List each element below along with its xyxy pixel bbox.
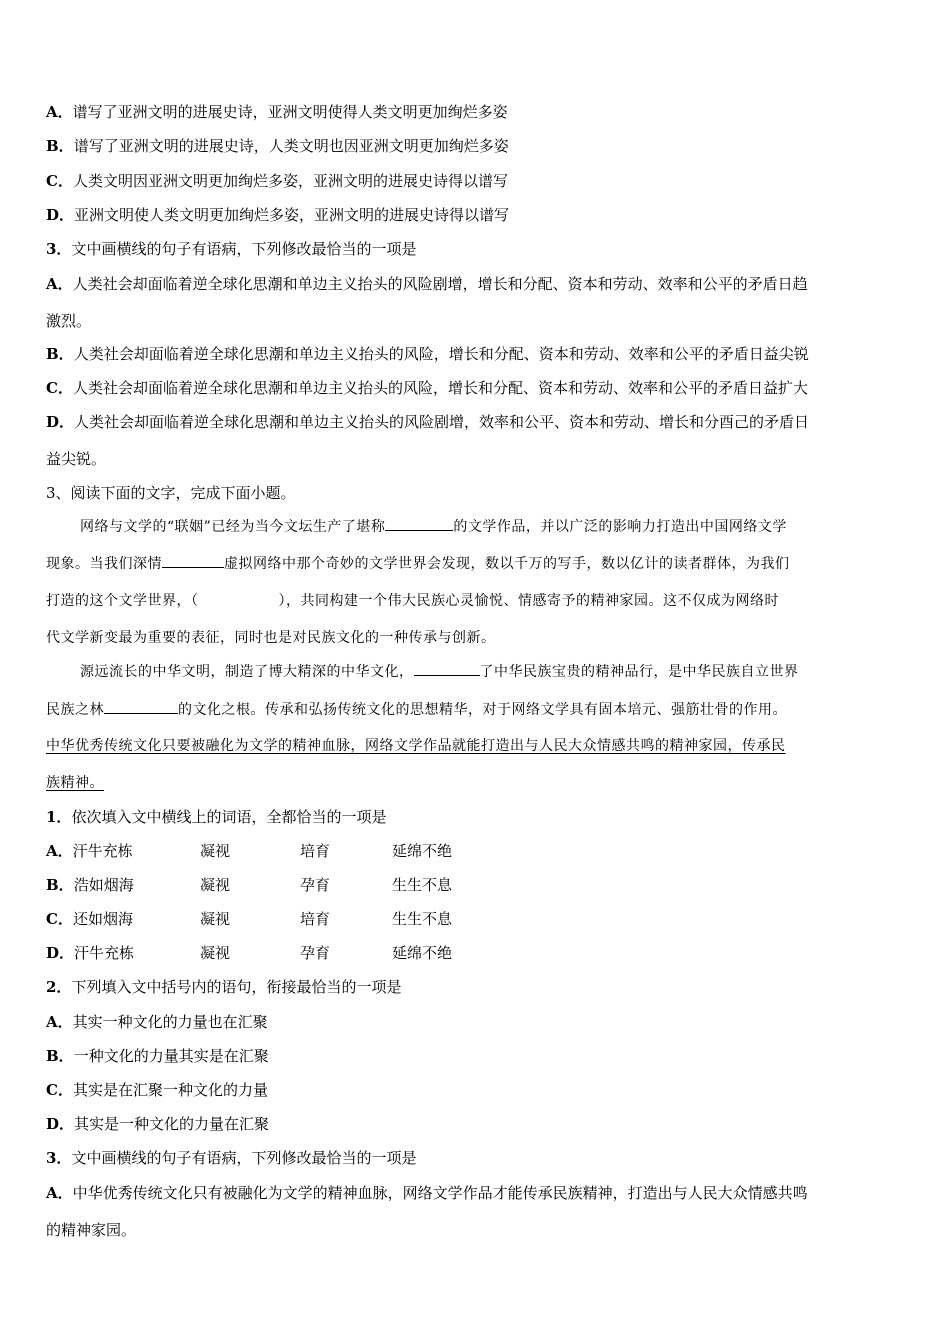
q3-option-d xyxy=(46,412,809,432)
option-word: 生生不息 xyxy=(392,910,453,928)
option-label: C． xyxy=(46,910,73,928)
option-a xyxy=(46,102,508,122)
passage-text: ），共同构建一个伟大民族心灵愉悦、情感寄予的精神家园。这不仅成为网络时 xyxy=(278,593,779,609)
option-label: D． xyxy=(46,206,75,224)
passage-line xyxy=(80,661,799,681)
question-3b-stem xyxy=(46,1148,416,1168)
question-number: 1． xyxy=(46,808,72,826)
option-text: 益尖锐。 xyxy=(46,450,107,468)
option-label: B． xyxy=(46,345,74,363)
option-word: 延绵不绝 xyxy=(392,944,453,962)
option-word: 汗牛充栋 xyxy=(72,842,133,860)
q1-option-d xyxy=(46,943,506,963)
question-2-stem xyxy=(46,977,401,997)
option-word: 凝视 xyxy=(200,876,231,894)
option-text: 激烈。 xyxy=(46,312,92,330)
option-text: 谱写了亚洲文明的进展史诗，亚洲文明使得人类文明更加绚烂多姿 xyxy=(72,103,508,121)
option-text: 人类文明因亚洲文明更加绚烂多姿，亚洲文明的进展史诗得以谱写 xyxy=(72,172,508,190)
q3-option-c xyxy=(46,378,808,398)
option-word: 孕育 xyxy=(300,944,331,962)
question-text: 下列填入文中括号内的语句，衔接最恰当的一项是 xyxy=(71,978,402,996)
option-word: 还如烟海 xyxy=(72,910,133,928)
passage-text: 网络与文学的“联姻”已经为当今文坛生产了堪称 xyxy=(80,519,386,535)
underlined-sentence: 中华优秀传统文化只要被融化为文学的精神血脉，网络文学作品就能打造出与人民大众情感共鸣的精神家园，传承民 xyxy=(46,738,786,754)
q2-option-a xyxy=(46,1012,268,1032)
passage-line xyxy=(46,699,787,719)
question-text: 文中画横线的句子有语病，下列修改最恰当的一项是 xyxy=(71,240,417,258)
passage-text: 了中华民族宝贵的精神品行，是中华民族自立世界 xyxy=(479,664,799,680)
option-word: 培育 xyxy=(300,910,331,928)
option-text: 中华优秀传统文化只有被融化为文学的精神血脉，网络文学作品才能传承民族精神，打造出与人民大众情感共鸣 xyxy=(72,1184,808,1202)
option-label: D． xyxy=(46,413,75,431)
fill-blank xyxy=(385,516,453,531)
question-3-stem xyxy=(46,239,416,259)
option-text: 其实一种文化的力量也在汇聚 xyxy=(72,1013,268,1031)
question-text: 依次填入文中横线上的词语，全都恰当的一项是 xyxy=(71,808,387,826)
option-text: 的精神家园。 xyxy=(46,1221,137,1239)
passage-line xyxy=(46,591,779,611)
underlined-sentence: 族精神。 xyxy=(46,775,104,791)
option-label: D． xyxy=(46,944,75,962)
passage-text: 的文学作品，并以广泛的影响力打造出中国网络文学 xyxy=(453,519,787,535)
option-word: 孕育 xyxy=(300,876,331,894)
passage-text: 民族之林 xyxy=(46,702,104,718)
question-number: 3． xyxy=(46,240,72,258)
q3-option-b xyxy=(46,344,809,364)
option-text: 其实是在汇聚一种文化的力量 xyxy=(72,1081,268,1099)
question-number: 2． xyxy=(46,978,72,996)
question-text: 文中画横线的句子有语病，下列修改最恰当的一项是 xyxy=(71,1149,417,1167)
option-word: 凝视 xyxy=(200,944,231,962)
option-label: A． xyxy=(46,275,73,293)
option-label: A． xyxy=(46,842,73,860)
option-word: 凝视 xyxy=(200,842,231,860)
option-word: 培育 xyxy=(300,842,331,860)
option-b xyxy=(46,136,509,156)
passage-line: 代文学新变最为重要的表征，同时也是对民族文化的一种传承与创新。 xyxy=(46,630,496,646)
q1-option-a xyxy=(46,841,506,861)
option-text: 人类社会却面临着逆全球化思潮和单边主义抬头的风险，增长和分配、资本和劳动、效率和公平的矛盾日益尖锐 xyxy=(73,345,809,363)
option-word: 浩如烟海 xyxy=(73,876,134,894)
option-label: A． xyxy=(46,1013,73,1031)
option-text: 人类社会却面临着逆全球化思潮和单边主义抬头的风险剧增，增长和分配、资本和劳动、效率和公平的矛盾日趋 xyxy=(72,275,808,293)
option-label: D． xyxy=(46,1115,75,1133)
option-label: B． xyxy=(46,876,74,894)
passage-text: 虚拟网络中那个奇妙的文学世界会发现，数以千万的写手，数以亿计的读者群体，为我们 xyxy=(224,556,790,572)
option-d xyxy=(46,205,509,225)
fill-blank xyxy=(104,699,178,714)
passage-line xyxy=(80,516,787,536)
option-label: B． xyxy=(46,1047,74,1065)
question-number: 3． xyxy=(46,1149,72,1167)
question-1-stem xyxy=(46,807,386,827)
fill-blank xyxy=(414,661,480,676)
q3-option-a xyxy=(46,274,808,294)
passage-text: 打造的这个文学世界，（ xyxy=(46,593,199,609)
q1-option-b xyxy=(46,875,506,895)
q2-option-b xyxy=(46,1046,269,1066)
option-word: 汗牛充栋 xyxy=(74,944,135,962)
option-text: 亚洲文明使人类文明更加绚烂多姿，亚洲文明的进展史诗得以谱写 xyxy=(74,206,510,224)
q2-option-d xyxy=(46,1114,269,1134)
option-text: 其实是一种文化的力量在汇聚 xyxy=(74,1115,270,1133)
fill-blank xyxy=(162,553,224,568)
option-text: 人类社会却面临着逆全球化思潮和单边主义抬头的风险，增长和分配、资本和劳动、效率和公平的矛盾日益扩大 xyxy=(72,379,808,397)
q1-option-c xyxy=(46,909,506,929)
option-label: C． xyxy=(46,1081,73,1099)
option-text: 一种文化的力量其实是在汇聚 xyxy=(73,1047,269,1065)
reading-intro: 3、阅读下面的文字，完成下面小题。 xyxy=(46,484,296,502)
q3b-option-a-cont xyxy=(46,1220,136,1240)
option-c xyxy=(46,171,508,191)
passage-line xyxy=(46,553,790,573)
option-label: C． xyxy=(46,172,73,190)
option-text: 谱写了亚洲文明的进展史诗，人类文明也因亚洲文明更加绚烂多姿 xyxy=(73,137,509,155)
passage-text: 的文化之根。传承和弘扬传统文化的思想精华，对于网络文学具有固本培元、强筋壮骨的作用。 xyxy=(178,702,787,718)
option-word: 生生不息 xyxy=(392,876,453,894)
passage-text: 源远流长的中华文明，制造了博大精深的中华文化， xyxy=(80,664,414,680)
passage-text: 现象。当我们深情 xyxy=(46,556,162,572)
option-word: 凝视 xyxy=(200,910,231,928)
option-text: 人类社会却面临着逆全球化思潮和单边主义抬头的风险剧增，效率和公平、资本和劳动、增长和分酉己的矛盾日 xyxy=(74,413,810,431)
q2-option-c xyxy=(46,1080,268,1100)
option-word: 延绵不绝 xyxy=(392,842,453,860)
option-label: B． xyxy=(46,137,74,155)
option-label: A． xyxy=(46,1184,73,1202)
option-label: C． xyxy=(46,379,73,397)
q3-option-a-cont xyxy=(46,311,91,331)
q3b-option-a xyxy=(46,1183,808,1203)
q3-option-d-cont xyxy=(46,449,106,469)
option-label: A． xyxy=(46,103,73,121)
